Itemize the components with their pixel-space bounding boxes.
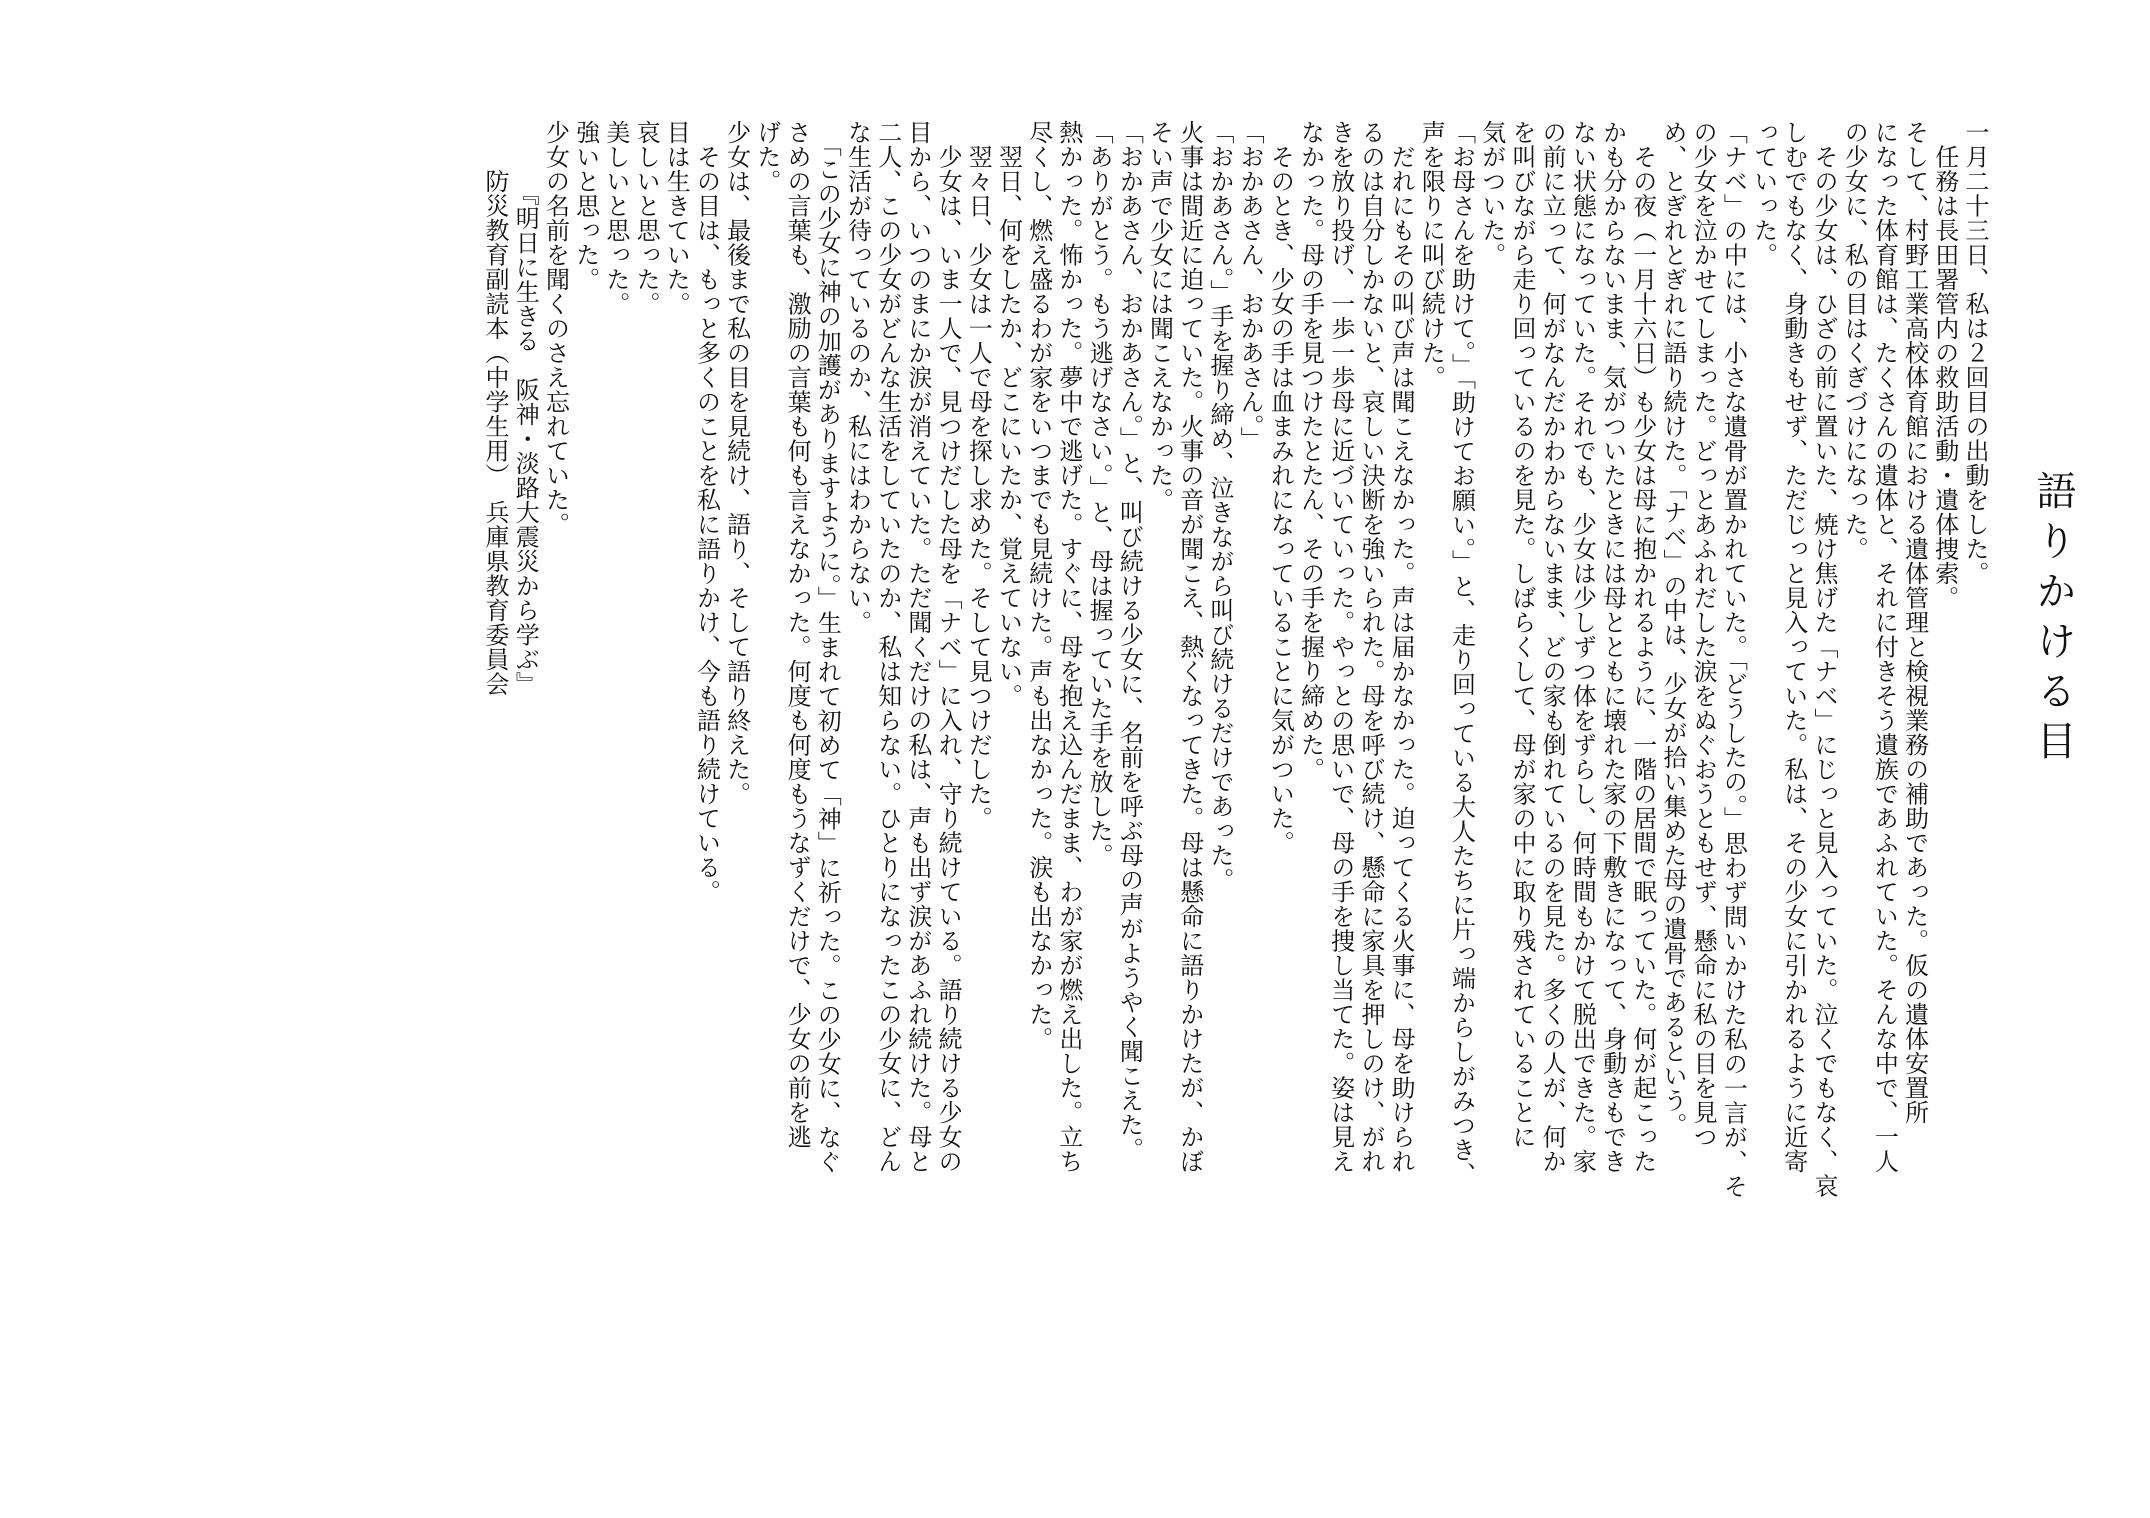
text-line: の少女に、私の目はくぎづけになった。 (1840, 120, 1869, 561)
text-line: そい声で少女には聞こえなかった。 (1145, 120, 1174, 512)
text-line: 気がついた。 (1477, 120, 1506, 267)
text-line: の少女を泣かせてしまった。どっとあふれだした涙をぬぐおうともせず、懸命に私の目を見つ (1689, 120, 1718, 1149)
text-line: 強いと思った。 (571, 120, 600, 292)
text-line: 少女は、いま一人で、見つけだした母を「ナベ」に入れ、守り続けている。語り続ける少女の (934, 120, 963, 1174)
text-line: 任務は長田署管内の救助活動・遺体捜索。 (1930, 120, 1959, 610)
text-line: そして、村野工業高校体育館における遺体管理と検視業務の補助であった。仮の遺体安置所 (1900, 120, 1929, 1125)
text-line: 「ありがとう。もう逃げなさい。」と、母は握っていた手を放した。 (1085, 120, 1114, 868)
text-line: 少女は、最後まで私の目を見続け、語り、そして語り終えた。 (722, 120, 751, 806)
text-line: 翌日、何をしたか、どこにいたか、覚えていない。 (994, 120, 1023, 708)
text-line: そのとき、少女の手は血まみれになっていることに気がついた。 (1266, 120, 1295, 855)
text-line: 翌々日、少女は一人で母を探し求めた。そして見つけだした。 (964, 120, 993, 831)
text-line: 「おかあさん。」手を握り締め、泣きながら叫び続けるだけであった。 (1205, 120, 1234, 892)
text-line: 「ナベ」の中には、小さな遺骨が置かれていた。「どうしたの。」思わず問いかけた私の一言が、そ (1719, 120, 1748, 1199)
text-line: 哀しいと思った。 (632, 120, 661, 316)
text-line: かも分からないまま、気がついたときには母とともに壊れた家の下敷きになって、身動きもでき (1598, 120, 1627, 1174)
text-line: 火事は間近に迫っていた。火事の音が聞こえ、熱くなってきた。母は懸命に語りかけたが、かぼ (1175, 120, 1204, 1174)
text-line: ない状態になっていた。それでも、少女は少しずつ体をずらし、何時間もかけて脱出できた。家 (1568, 120, 1597, 1174)
text-line: その目は、もっと多くのことを私に語りかけ、今も語り続けている。 (692, 120, 721, 904)
text-line: 二人、この少女がどんな生活をしていたのか、私は知らない。ひとりになったこの少女に、どん (873, 120, 902, 1174)
text-line: 少女の名前を聞くのさえ忘れていた。 (541, 120, 570, 537)
text-line: さめの言葉も、激励の言葉も何も言えなかった。何度も何度もうなずくだけで、少女の前を逃 (783, 120, 812, 1149)
essay-body (90, 120, 1990, 1480)
text-line: しむでもなく、身動きもせず、ただじっと見入っていた。私は、その少女に引かれるように近寄 (1779, 120, 1808, 1174)
text-line: 防災教育副読本（中学生用） 兵庫県教育委員会 (481, 120, 510, 696)
text-line: だれにもその叫び声は聞こえなかった。声は届かなかった。迫ってくる火事に、母を助けられ (1387, 120, 1416, 1174)
text-line: るのは自分しかないと、哀しい決断を強いられた。母を呼び続け、懸命に家具を押しのけ、がれ (1356, 120, 1385, 1174)
text-line: 目から、いつのまにか涙が消えていた。ただ聞くだけの私は、声も出ず涙があふれ続けた。母と (903, 120, 932, 1174)
text-line: 一月二十三日、私は２回目の出動をした。 (1961, 120, 1989, 586)
text-line: な生活が待っているのか、私にはわからない。 (843, 120, 872, 635)
text-line: 「おかあさん、おかあさん。」と、叫び続ける少女に、名前を呼ぶ母の声がようやく聞こえた。 (1115, 120, 1144, 1162)
text-line: を叫びながら走り回っているのを見た。しばらくして、母が家の中に取り残されていることに (1507, 120, 1536, 1149)
text-line: 尽くし、燃え盛るわが家をいつまでも見続けた。声も出なかった。涙も出なかった。 (1024, 120, 1053, 1051)
text-line: 声を限りに叫び続けた。 (1417, 120, 1446, 390)
text-line: なかった。母の手を見つけたとたん、その手を握り締めた。 (1296, 120, 1325, 782)
text-line: 『明日に生きる 阪神・淡路大震災から学ぶ』 (511, 120, 540, 696)
text-line: きを放り投げ、一歩一歩母に近づいていった。やっとの思いで、母の手を捜し当てた。姿は見え (1326, 120, 1355, 1174)
text-line: 熱かった。怖かった。夢中で逃げた。すぐに、母を抱え込んだまま、わが家が燃え出した。立ち (1054, 120, 1083, 1174)
text-line: その少女は、ひざの前に置いた、焼け焦げた「ナベ」にじっと見入っていた。泣くでもなく、哀 (1809, 120, 1838, 1198)
text-line: 美しいと思った。 (601, 120, 630, 316)
document-title: 語りかける目 (2030, 470, 2076, 770)
text-line: その夜（一月十六日）も少女は母に抱かれるように、一階の居間で眠っていた。何が起こった (1628, 120, 1657, 1174)
text-line: め、とぎれとぎれに語り続けた。「ナベ」の中は、少女が拾い集めた母の遺骨であるという。 (1658, 120, 1687, 1137)
text-line: になった体育館は、たくさんの遺体と、それに付きそう遺族であふれていた。そんな中で、一人 (1870, 120, 1899, 1174)
text-line: の前に立って、何がなんだかわからないまま、どの家も倒れているのを見た。多くの人が、何か (1538, 120, 1567, 1174)
text-line: 「お母さんを助けて。」「助けてお願い。」と、走り回っている大人たちに片っ端からしがみつき、 (1447, 120, 1476, 1187)
text-line: 目は生きていた。 (662, 120, 691, 316)
text-line: 「おかあさん、おかあさん。」 (1236, 120, 1265, 451)
text-line: 「この少女に神の加護がありますように。」生まれて初めて「神」に祈った。この少女に、なぐ (813, 120, 842, 1174)
text-line: っていった。 (1749, 120, 1778, 267)
text-line: げた。 (752, 120, 781, 194)
